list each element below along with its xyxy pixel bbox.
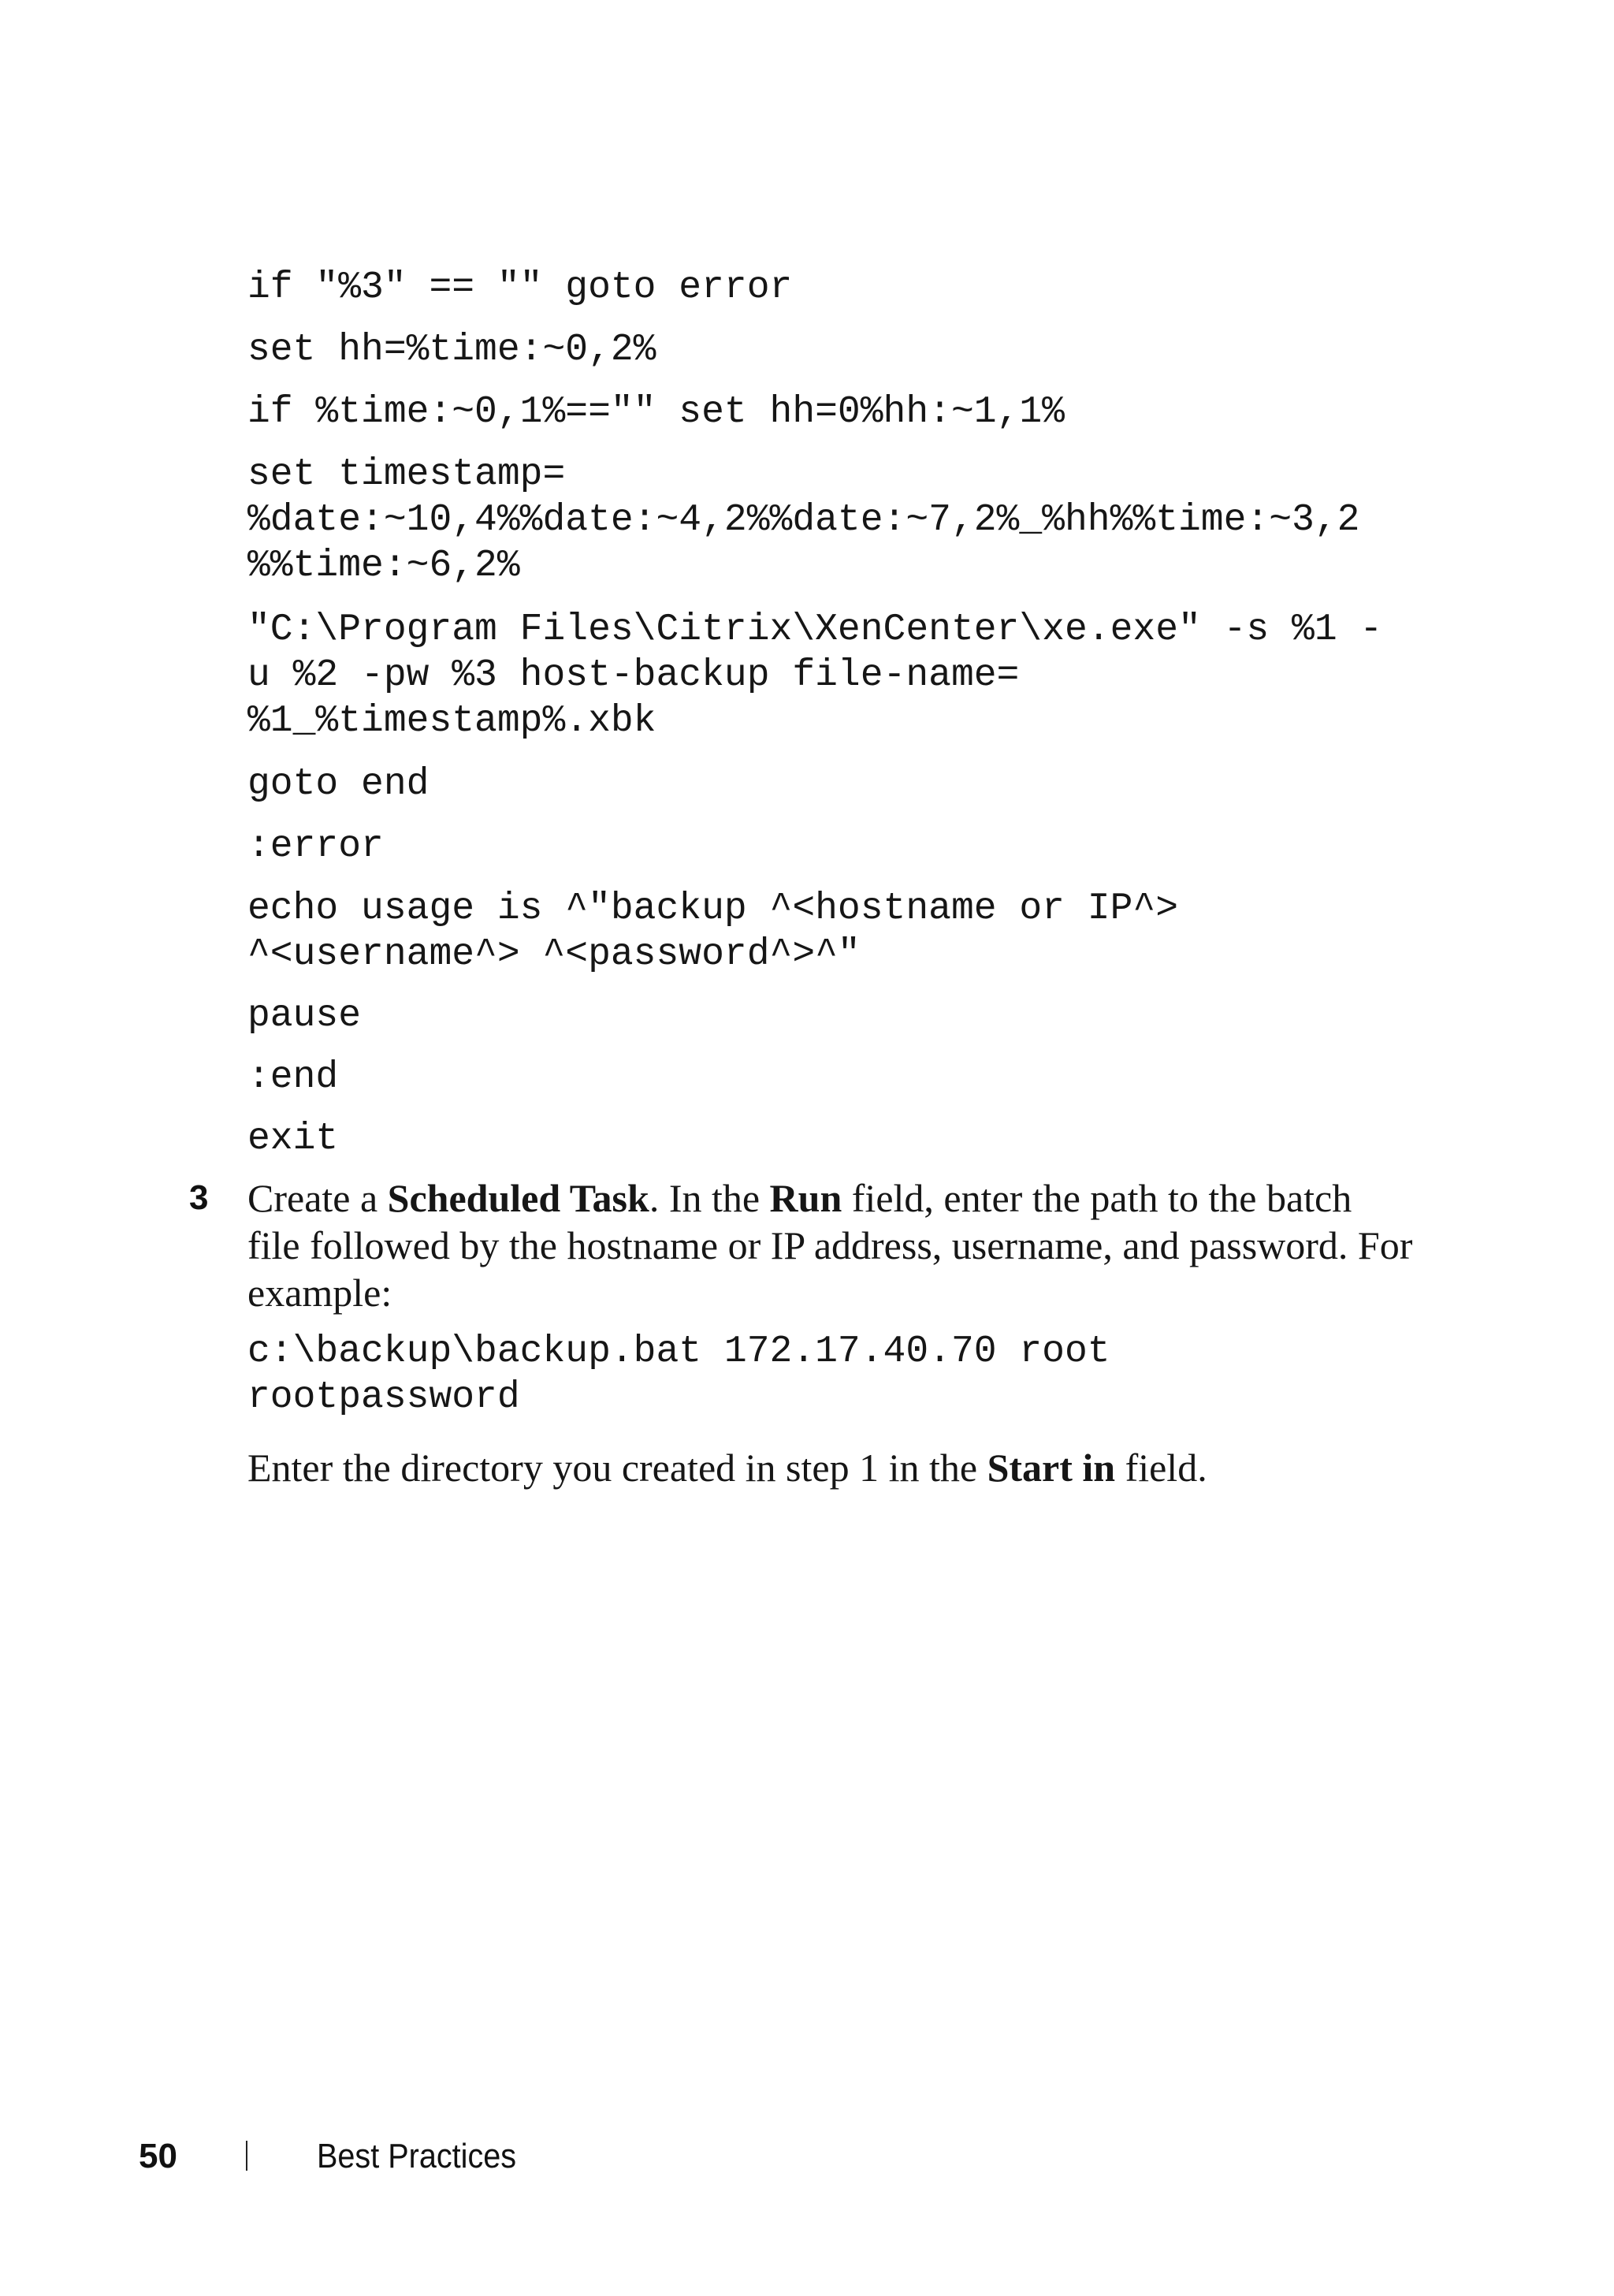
after-text-part: field. (1115, 1446, 1207, 1490)
step-text-part: field, enter the path to the batch file followed by the hostname or IP address, username, and password. For example: (247, 1176, 1413, 1315)
scheduled-task-term: Scheduled Task (387, 1176, 649, 1220)
start-in-term: Start in (987, 1446, 1116, 1490)
code-line-goto-end: goto end (247, 763, 430, 806)
code-line-goto-error: if "%3" == "" goto error (247, 266, 793, 309)
after-text-part: Enter the directory you created in step 1 in the (247, 1446, 987, 1490)
page-number: 50 (139, 2137, 177, 2175)
step-paragraph (247, 1174, 1414, 1316)
code-line-set-hh: set hh=%time:~0,2% (247, 329, 656, 371)
start-in-paragraph (247, 1444, 1414, 1491)
code-line-end-label: :end (247, 1056, 339, 1099)
step-text-part: Create a (247, 1176, 388, 1220)
code-line-set-timestamp: set timestamp= %date:~10,4%%date:~4,2%%date:~7,2%_%hh%%time:~3,2 %%time:~6,2% (247, 453, 1360, 587)
step-number: 3 (189, 1178, 209, 1217)
step-text-part: . In the (649, 1176, 770, 1220)
code-line-echo-usage: echo usage is ^"backup ^<hostname or IP^> ^<username^> ^<password^>^" (247, 888, 1178, 976)
code-line-exit: exit (247, 1118, 339, 1160)
footer-divider (246, 2141, 247, 2171)
code-line-error-label: :error (247, 825, 384, 868)
footer-section-title: Best Practices (317, 2137, 517, 2175)
example-command: c:\backup\backup.bat 172.17.40.70 root rootpassword (247, 1330, 1110, 1419)
code-line-if-time: if %time:~0,1%=="" set hh=0%hh:~1,1% (247, 391, 1065, 434)
code-line-pause: pause (247, 995, 362, 1037)
run-field-term: Run (769, 1176, 842, 1220)
code-line-xe-command: "C:\Program Files\Citrix\XenCenter\xe.exe" -s %1 - u %2 -pw %3 host-backup file-name= %1_%timestamp%.xbk (247, 608, 1383, 742)
